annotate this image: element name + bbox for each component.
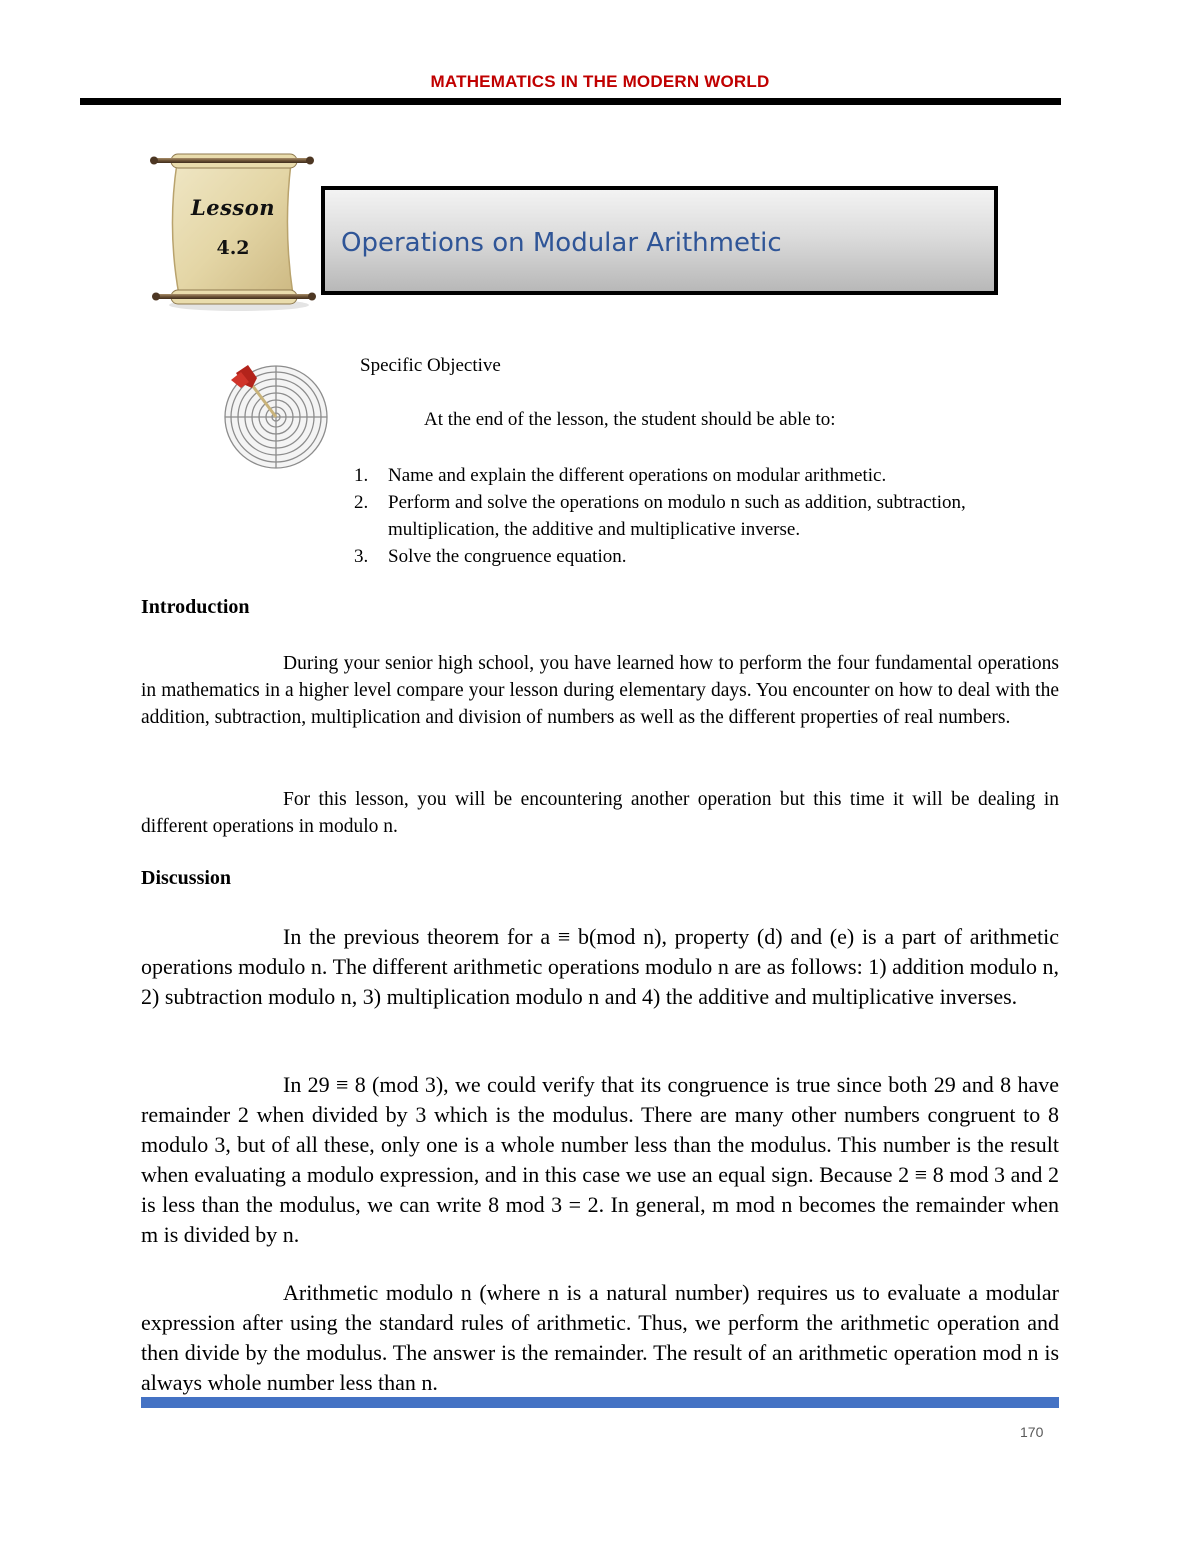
list-item: [354, 543, 1054, 570]
discussion-paragraph: In the previous theorem for a ≡ b(mod n), property (d) and (e) is a part of arithmetic operations modulo n. The different arithmetic operations modulo n are as follows: 1) addition modulo n, 2) subtraction modulo n, 3) multiplication modulo n and 4) the additive and multiplicative inverses.: [141, 924, 1059, 1009]
list-item-number: 1.: [354, 465, 369, 486]
page-number: 170: [1020, 1424, 1044, 1440]
lesson-scroll-badge: [147, 145, 319, 313]
lesson-title: Operations on Modular Arithmetic: [341, 228, 782, 258]
objective-intro: At the end of the lesson, the student should be able to:: [424, 409, 836, 430]
target-icon: [219, 360, 334, 472]
scroll-icon: [147, 145, 319, 313]
list-item: [354, 489, 1054, 543]
objective-heading: Specific Objective: [360, 355, 501, 376]
list-item-text: Solve the congruence equation.: [388, 546, 627, 567]
discussion-paragraph: Arithmetic modulo n (where n is a natural number) requires us to evaluate a modular expression after using the standard rules of arithmetic. Thus, we perform the arithmetic operation and then divide by the modulus. The answer is the remainder. The result of an arithmetic operation mod n is always whole number less than n.: [141, 1280, 1059, 1395]
header-title: MATHEMATICS IN THE MODERN WORLD: [430, 72, 770, 91]
lesson-title-box: [321, 186, 998, 295]
objective-list: [354, 462, 1054, 570]
introduction-paragraph: For this lesson, you will be encountering another operation but this time it will be dealing in different operations in modulo n.: [141, 789, 1059, 837]
introduction-heading: Introduction: [141, 596, 250, 618]
list-item-number: 3.: [354, 546, 369, 567]
lesson-number: 4.2: [216, 237, 250, 259]
footer-rule: [141, 1397, 1059, 1408]
list-item-text: Name and explain the different operations on modular arithmetic.: [388, 465, 887, 486]
lesson-word: Lesson: [190, 195, 276, 220]
list-item: [354, 462, 1054, 489]
list-item-text: Perform and solve the operations on modulo n such as addition, subtraction, multiplication, the additive and multiplicative inverse.: [388, 492, 966, 540]
introduction-paragraph: During your senior high school, you have learned how to perform the four fundamental operations in mathematics in a higher level compare your lesson during elementary days. You encounter on how to deal with the addition, subtraction, multiplication and division of numbers as well as the different properties of real numbers.: [141, 653, 1059, 728]
header-rule: [80, 98, 1061, 105]
list-item-number: 2.: [354, 492, 369, 513]
discussion-heading: Discussion: [141, 867, 232, 889]
discussion-paragraph: In 29 ≡ 8 (mod 3), we could verify that its congruence is true since both 29 and 8 have remainder 2 when divided by 3 which is the modulus. There are many other numbers congruent to 8 modulo 3, but of all these, only one is a whole number less than the modulus. This number is the result when evaluating a modulo expression, and in this case we use an equal sign. Because 2 ≡ 8 mod 3 and 2 is less than the modulus, we can write 8 mod 3 = 2. In general, m mod n becomes the remainder when m is divided by n.: [141, 1072, 1059, 1247]
